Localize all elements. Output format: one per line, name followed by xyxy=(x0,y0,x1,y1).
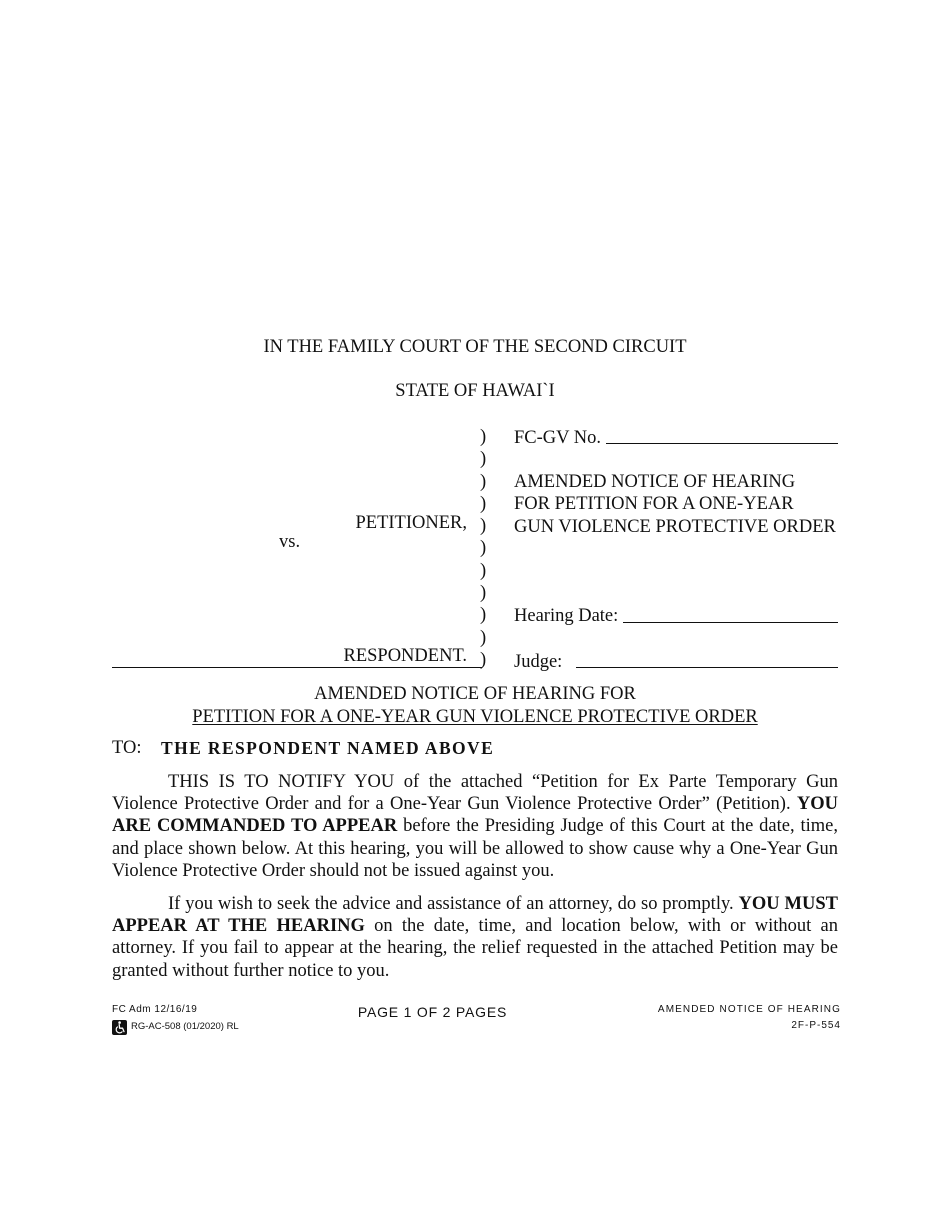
paragraph-bold-text: YOU ARE COMMANDED TO APPEAR xyxy=(112,794,838,837)
caption-bottom-rule xyxy=(112,667,482,668)
caption-paren: ) xyxy=(480,449,487,470)
document-title-line2: PETITION FOR A ONE-YEAR GUN VIOLENCE PROTECTIVE ORDER xyxy=(192,706,758,727)
petitioner-label: PETITIONER, xyxy=(355,513,467,533)
hearing-date-label: Hearing Date: xyxy=(514,606,619,626)
paragraph-text: If you wish to seek the advice and assistance of an attorney, do so promptly. xyxy=(168,894,739,914)
caption-title-line: FOR PETITION FOR A ONE-YEAR xyxy=(514,494,794,515)
ada-code: RG-AC-508 (01/2020) RL xyxy=(131,1021,239,1032)
form-date: FC Adm 12/16/19 xyxy=(112,1004,198,1015)
caption-paren: ) xyxy=(480,538,487,559)
caption-title-line: AMENDED NOTICE OF HEARING xyxy=(514,472,796,492)
paragraph-text: THIS IS TO NOTIFY YOU of the attached “Petition for Ex Parte Temporary Gun Violence Protective Order and for a One-Year Gun Violence Protective Order” (Petition). xyxy=(112,772,838,815)
respondent-addressee: THE RESPONDENT NAMED ABOVE xyxy=(161,738,495,758)
caption-paren: ) xyxy=(480,583,487,604)
page-indicator: PAGE 1 OF 2 PAGES xyxy=(357,1004,508,1020)
form-number: 2F-P-554 xyxy=(791,1020,841,1031)
notice-paragraph-1 xyxy=(112,771,838,882)
paragraph-bold-text: YOU MUST APPEAR AT THE HEARING xyxy=(112,894,839,937)
caption-paren: ) xyxy=(480,627,487,648)
judge-label: Judge: xyxy=(514,652,563,672)
respondent-label: RESPONDENT. xyxy=(343,646,467,666)
notice-paragraph-2 xyxy=(112,893,838,982)
caption-title xyxy=(514,471,836,538)
form-title: AMENDED NOTICE OF HEARING xyxy=(657,1004,841,1015)
caption-paren-column xyxy=(480,426,490,671)
paragraph-text: on the date, time, and location below, with or without an attorney. If you fail to appear at the hearing, the relief requested in the attached Petition may be granted without further notice to you. xyxy=(112,916,838,981)
state-name: STATE OF HAWAI`I xyxy=(395,381,555,401)
judge-field[interactable] xyxy=(576,667,838,668)
vs-label: vs. xyxy=(279,532,301,552)
caption-paren: ) xyxy=(480,471,487,492)
caption-paren: ) xyxy=(480,649,487,670)
to-label: TO: xyxy=(112,738,142,758)
caption-paren: ) xyxy=(480,493,487,514)
caption-paren: ) xyxy=(480,560,487,581)
wheelchair-accessibility-icon xyxy=(112,1020,127,1035)
paragraph-text: before the Presiding Judge of this Court at the date, time, and place shown below. At this hearing, you will be allowed to show cause why a One-Year Gun Violence Protective Order should not be issued against you. xyxy=(112,816,838,881)
caption-title-line: GUN VIOLENCE PROTECTIVE ORDER xyxy=(514,516,836,537)
document-title-line1: AMENDED NOTICE OF HEARING FOR xyxy=(314,684,636,704)
court-name: IN THE FAMILY COURT OF THE SECOND CIRCUIT xyxy=(263,337,687,357)
case-number-label: FC-GV No. xyxy=(514,428,602,448)
document-title xyxy=(0,683,950,728)
caption-paren: ) xyxy=(480,605,487,626)
caption-paren: ) xyxy=(480,516,487,537)
hearing-date-field[interactable] xyxy=(623,622,838,623)
case-number-field[interactable] xyxy=(606,443,838,444)
caption-paren: ) xyxy=(480,427,487,447)
